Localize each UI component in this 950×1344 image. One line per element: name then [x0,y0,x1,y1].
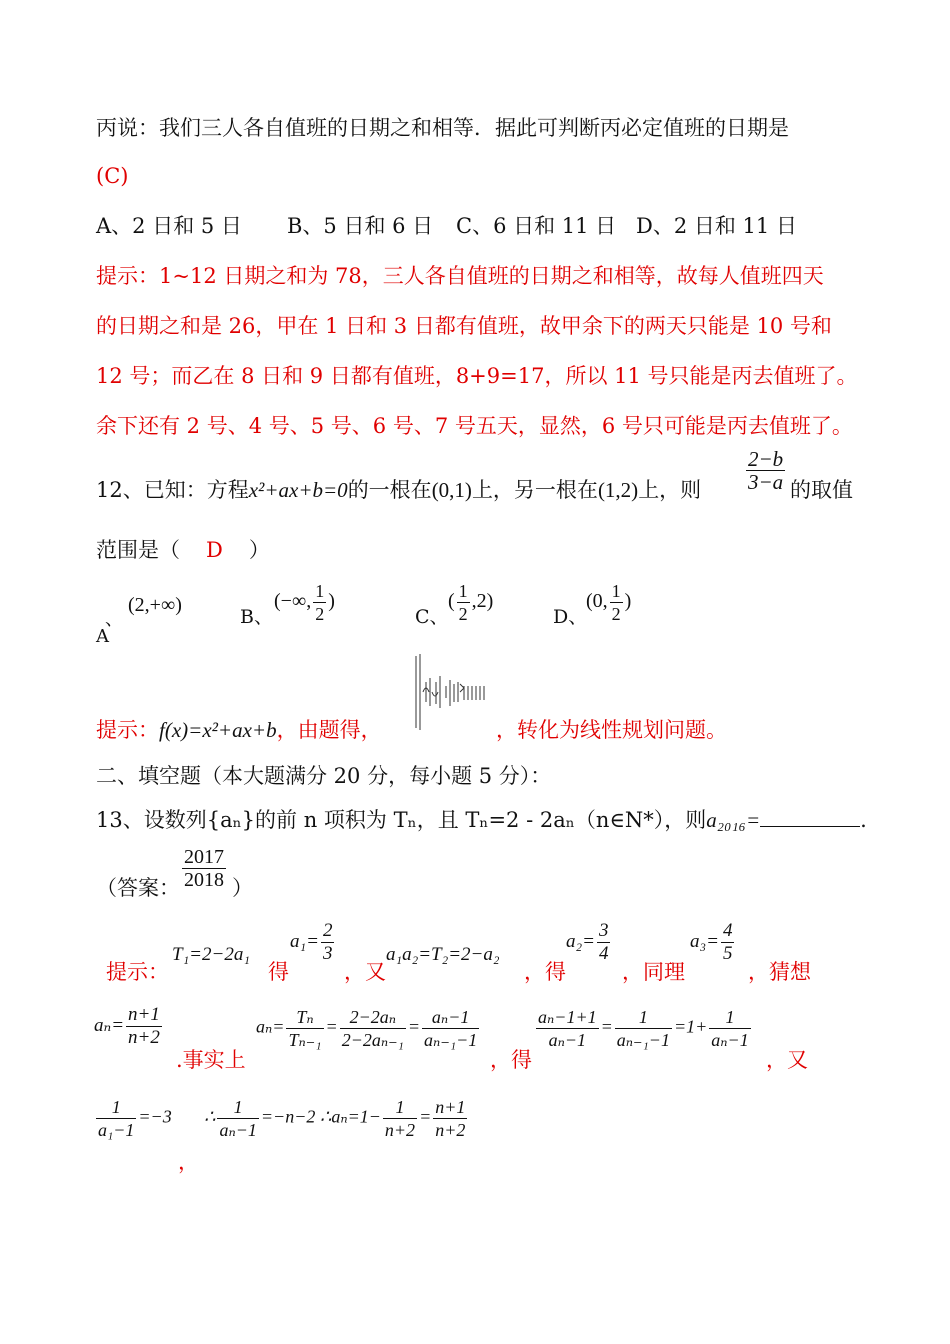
a1-label: a₁= [290,930,319,952]
q12-option-b-post: ) [328,590,335,613]
q12-suffix: 的取值 [790,478,853,502]
q13-hint-general [204,1096,469,1141]
q12-equation: x²+ax+b=0 [248,478,348,502]
q13-a2016: a₂₀₁₆= [706,808,761,832]
equals-4: = [419,1106,432,1127]
q12-prefix: 12、已知：方程 [96,478,249,502]
q12-option-a-label: A [96,626,109,647]
half-denominator: 2 [611,604,621,624]
q13-answer-numerator: 2017 [184,846,224,868]
g1-numerator: aₙ−1+1 [538,1007,597,1027]
q13-hint-comma: ， [178,1150,199,1174]
q12-option-c-value [448,580,493,625]
q13-hint-de3: ，得 [490,1048,532,1072]
therefore-2: ∴ [319,1106,332,1127]
h2-result: =−n−2 [260,1106,316,1127]
q11-hint-line-1: 提示：1~12 日期之和为 78，三人各自值班的日期之和相等，故每人值班四天 [96,264,824,288]
a1-numerator: 2 [322,920,333,941]
a3-denominator: 5 [722,943,733,964]
a2-label: a₂= [566,930,595,952]
g3-denominator: aₙ−1 [711,1030,749,1050]
q12-option-b-value [274,580,335,625]
q11-option-b: B、5 日和 6 日 [287,214,434,238]
a2-numerator: 3 [598,920,609,941]
q12-text-3: 上，则 [638,478,702,502]
q12-fraction-numerator: 2−b [748,447,784,471]
a1-denominator: 3 [322,943,333,964]
section-2-heading: 二、填空题（本大题满分 20 分，每小题 5 分）： [96,764,552,788]
q11-answer: (C) [96,164,129,188]
q13-answer-denominator: 2018 [184,869,224,891]
q12-option-c-pre: ( [448,590,455,613]
q12-option-d-post: ) [624,590,632,613]
q13-text: 13、设数列{aₙ}的前 n 项积为 Tₙ，且 Tₙ=2 - 2aₙ（n∈N*），则 [96,808,707,832]
an-denominator: n+2 [128,1027,160,1048]
system-of-inequalities-image [412,652,492,732]
q12-option-b-label: B、 [240,606,273,628]
equals-2: = [407,1016,421,1037]
h3-denominator: n+2 [384,1120,416,1140]
half-denominator: 2 [315,604,325,624]
q12-interval-1: (0,1) [431,478,472,502]
q13-answer-close: ） [232,876,253,900]
q13-hint-de2: ，得 [524,960,566,984]
f2-denominator: 2−2aₙ₋₁ [341,1030,404,1050]
one-plus: =1+ [673,1016,708,1037]
q12-fraction [744,448,787,493]
q11-hint-line-3: 12 号；而乙在 8 日和 9 日都有值班，8+9=17，所以 11 号只能是丙去值班了。 [96,364,858,388]
f3-denominator: aₙ₋₁−1 [424,1030,478,1050]
q12-hint-function: f(x)=x²+ax+b [159,718,277,742]
an-numerator: n+1 [128,1004,160,1025]
q12-answer: D [206,538,223,562]
q13-hint-ratio [256,1006,481,1051]
h2-denominator: aₙ−1 [219,1120,257,1140]
q11-hint-line-4: 余下还有 2 号、4 号、5 号、6 号、7 号五天，显然，6 号只可能是丙去值班了。 [96,414,853,438]
q12-option-d-label: D、 [553,606,588,628]
q12-option-c-post: ,2) [471,590,494,613]
h3-label: aₙ=1− [331,1106,381,1127]
q11-option-c: C、6 日和 11 日 [456,214,617,238]
tn-numerator: Tₙ [286,1006,323,1029]
q13-answer-label: （答案： [96,876,180,900]
q13-hint-a2 [566,920,612,965]
q12-line-2 [96,536,270,564]
g2-denominator: aₙ₋₁−1 [616,1030,670,1050]
q11-hint-line-2: 的日期之和是 26，甲在 1 日和 3 日都有值班，故甲余下的两天只能是 10 号和 [96,314,832,338]
q13-hint-de: 得 [268,960,289,984]
h1-result: =−3 [138,1106,172,1127]
g1-denominator: aₙ−1 [548,1030,587,1050]
h4-numerator: n+1 [435,1097,466,1117]
q13-period: . [860,808,867,832]
q13-hint-you2: ，又 [766,1048,808,1072]
q13-answer-fraction [180,846,228,891]
q12-option-d-pre: (0, [586,590,608,613]
q13-statement [96,806,867,834]
q12-option-c-label: C、 [415,606,449,628]
q13-hint-you: ，又 [344,960,386,984]
q12-hint-mid: ，由题得， [276,718,382,742]
half-numerator: 1 [611,581,621,601]
g3-numerator: 1 [709,1006,750,1029]
h1-denominator: a₁−1 [98,1120,135,1140]
q12-option-a-sep: 、 [105,609,123,630]
a3-numerator: 4 [722,920,733,941]
q12-fraction-denominator: 3−a [748,470,784,494]
f2-numerator: 2−2aₙ [340,1006,406,1029]
q12-text-2: 上，另一根在 [471,478,598,502]
q13-hint-shishi: .事实上 [176,1048,246,1072]
q12-range-label: 范围是（ [96,538,180,562]
q11-option-a: A、2 日和 5 日 [96,214,242,238]
q12-hint-end: ，转化为线性规划问题。 [496,718,727,742]
q13-hint-label: 提示： [106,960,169,984]
q11-statement: 丙说：我们三人各自值班的日期之和相等．据此可判断丙必定值班的日期是 [96,116,789,140]
equals-1: = [325,1016,338,1037]
a3-label: a₃= [690,930,719,952]
q12-close-paren: ） [248,538,270,562]
q13-hint-t1: T₁=2−2a₁ [172,944,250,965]
q13-hint-a1 [290,920,336,965]
half-numerator: 1 [315,581,325,601]
h3-numerator: 1 [383,1096,417,1119]
q13-hint-a3 [690,920,736,965]
an-label: aₙ= [94,1014,125,1036]
q13-hint-initial [94,1096,172,1141]
q13-hint-caixiang: ，猜想 [748,960,811,984]
an-ratio-label: aₙ= [256,1016,285,1037]
q12-option-a-value: (2,+∞) [128,594,182,616]
therefore-1: ∴ [204,1106,216,1127]
q13-answer-blank[interactable] [760,808,860,827]
q11-option-d: D、2 日和 11 日 [636,214,797,238]
q12-statement [96,476,701,504]
q12-option-d-value [586,580,631,625]
h2-numerator: 1 [217,1096,258,1119]
h1-numerator: 1 [96,1096,136,1119]
a2-denominator: 4 [598,943,609,964]
q13-hint-recursion [534,1006,753,1051]
q13-hint-a1a2: a₁a₂=T₂=2−a₂ [386,944,500,965]
q12-interval-2: (1,2) [597,478,639,502]
f3-numerator: aₙ−1 [422,1006,479,1029]
q13-hint-an [94,1004,164,1049]
tn1-denominator: Tₙ₋₁ [288,1030,322,1050]
q12-hint-label: 提示： [96,718,159,742]
h4-denominator: n+2 [435,1120,466,1140]
g2-numerator: 1 [615,1006,672,1029]
q12-text-1: 的一根在 [347,478,432,502]
q12-hint [96,716,382,744]
equals-3: = [600,1016,613,1037]
half-denominator: 2 [458,604,468,624]
half-numerator: 1 [458,581,468,601]
q12-option-b-pre: (−∞, [274,590,312,613]
q13-hint-tongli: ，同理 [622,960,685,984]
